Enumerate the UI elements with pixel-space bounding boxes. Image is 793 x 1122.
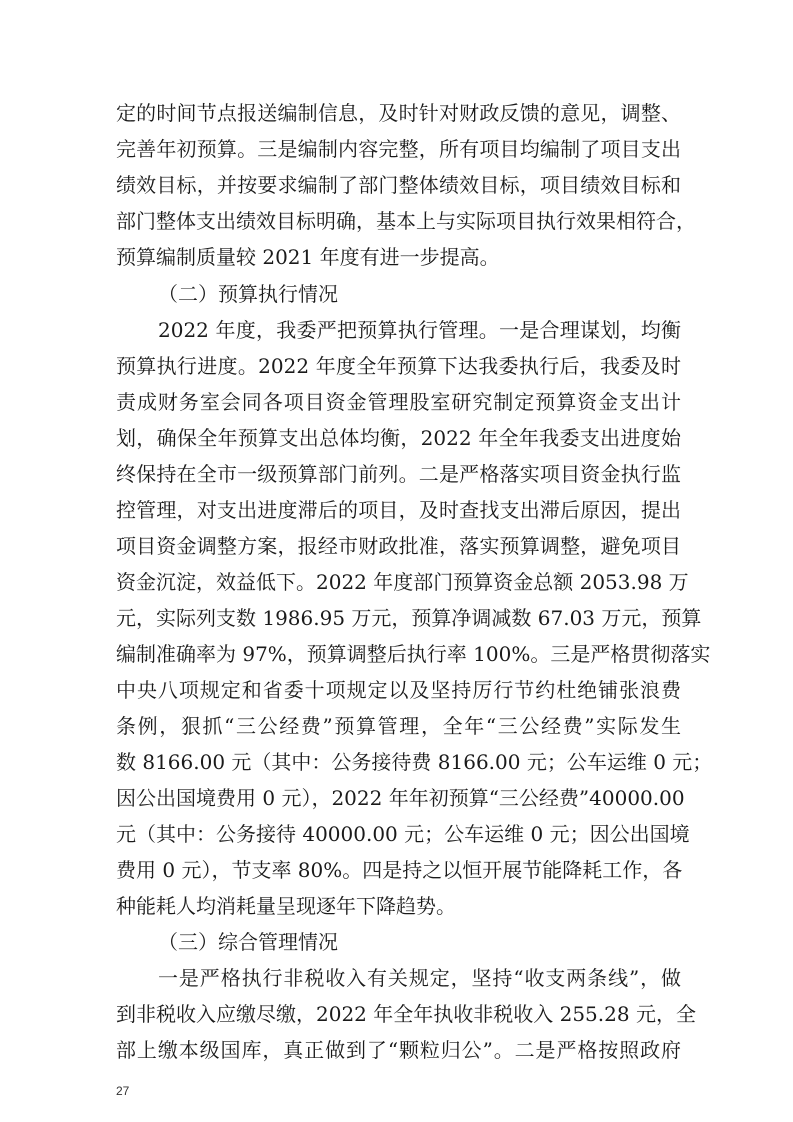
body-text-line: 预算编制质量较 2021 年度有进一步提高。: [116, 245, 500, 269]
body-text-line: 条例，狠抓“三公经费”预算管理，全年“三公经费”实际发生: [116, 714, 681, 738]
body-text-line: 资金沉淀，效益低下。2022 年度部门预算资金总额 2053.98 万: [116, 570, 689, 594]
body-text-line: 编制准确率为 97%，预算调整后执行率 100%。三是严格贯彻落实: [116, 642, 711, 666]
section-heading: （二）预算执行情况: [158, 282, 338, 306]
body-text-line: 完善年初预算。三是编制内容完整，所有项目均编制了项目支出: [116, 137, 681, 161]
body-text-line: 元（其中：公务接待 40000.00 元；公车运维 0 元；因公出国境: [116, 822, 690, 846]
page-number: 27: [116, 1084, 130, 1098]
body-text-line: 定的时间节点报送编制信息，及时针对财政反馈的意见，调整、: [116, 101, 681, 125]
paragraph-first-line: 2022 年度，我委严把预算执行管理。一是合理谋划，均衡: [158, 318, 681, 342]
body-text-line: 元，实际列支数 1986.95 万元，预算净调减数 67.03 万元，预算: [116, 606, 702, 630]
body-text-line: 数 8166.00 元（其中：公务接待费 8166.00 元；公车运维 0 元；: [116, 750, 713, 774]
section-heading: （三）综合管理情况: [158, 930, 338, 954]
body-text-line: 因公出国境费用 0 元），2022 年年初预算“三公经费”40000.00: [116, 786, 685, 810]
body-text-line: 部上缴本级国库，真正做到了“颗粒归公”。二是严格按照政府: [116, 1038, 681, 1062]
body-text-line: 到非税收入应缴尽缴，2022 年全年执收非税收入 255.28 元，全: [116, 1002, 696, 1026]
body-text-line: 项目资金调整方案，报经市财政批准，落实预算调整，避免项目: [116, 534, 681, 558]
body-text-line: 责成财务室会同各项目资金管理股室研究制定预算资金支出计: [116, 390, 681, 414]
body-text-line: 预算执行进度。2022 年度全年预算下达我委执行后，我委及时: [116, 354, 681, 378]
body-text-line: 部门整体支出绩效目标明确，基本上与实际项目执行效果相符合，: [116, 209, 696, 233]
body-text-line: 种能耗人均消耗量呈现逐年下降趋势。: [116, 894, 456, 918]
body-text-line: 绩效目标，并按要求编制了部门整体绩效目标，项目绩效目标和: [116, 173, 681, 197]
body-text-line: 划，确保全年预算支出总体均衡，2022 年全年我委支出进度始: [116, 426, 681, 450]
paragraph-first-line: 一是严格执行非税收入有关规定，坚持“收支两条线”，做: [158, 966, 681, 990]
body-text-line: 控管理，对支出进度滞后的项目，及时查找支出滞后原因，提出: [116, 498, 681, 522]
body-text-line: 终保持在全市一级预算部门前列。二是严格落实项目资金执行监: [116, 462, 681, 486]
body-text-line: 费用 0 元），节支率 80%。四是持之以恒开展节能降耗工作，各: [116, 858, 683, 882]
body-text-line: 中央八项规定和省委十项规定以及坚持厉行节约杜绝铺张浪费: [116, 678, 681, 702]
